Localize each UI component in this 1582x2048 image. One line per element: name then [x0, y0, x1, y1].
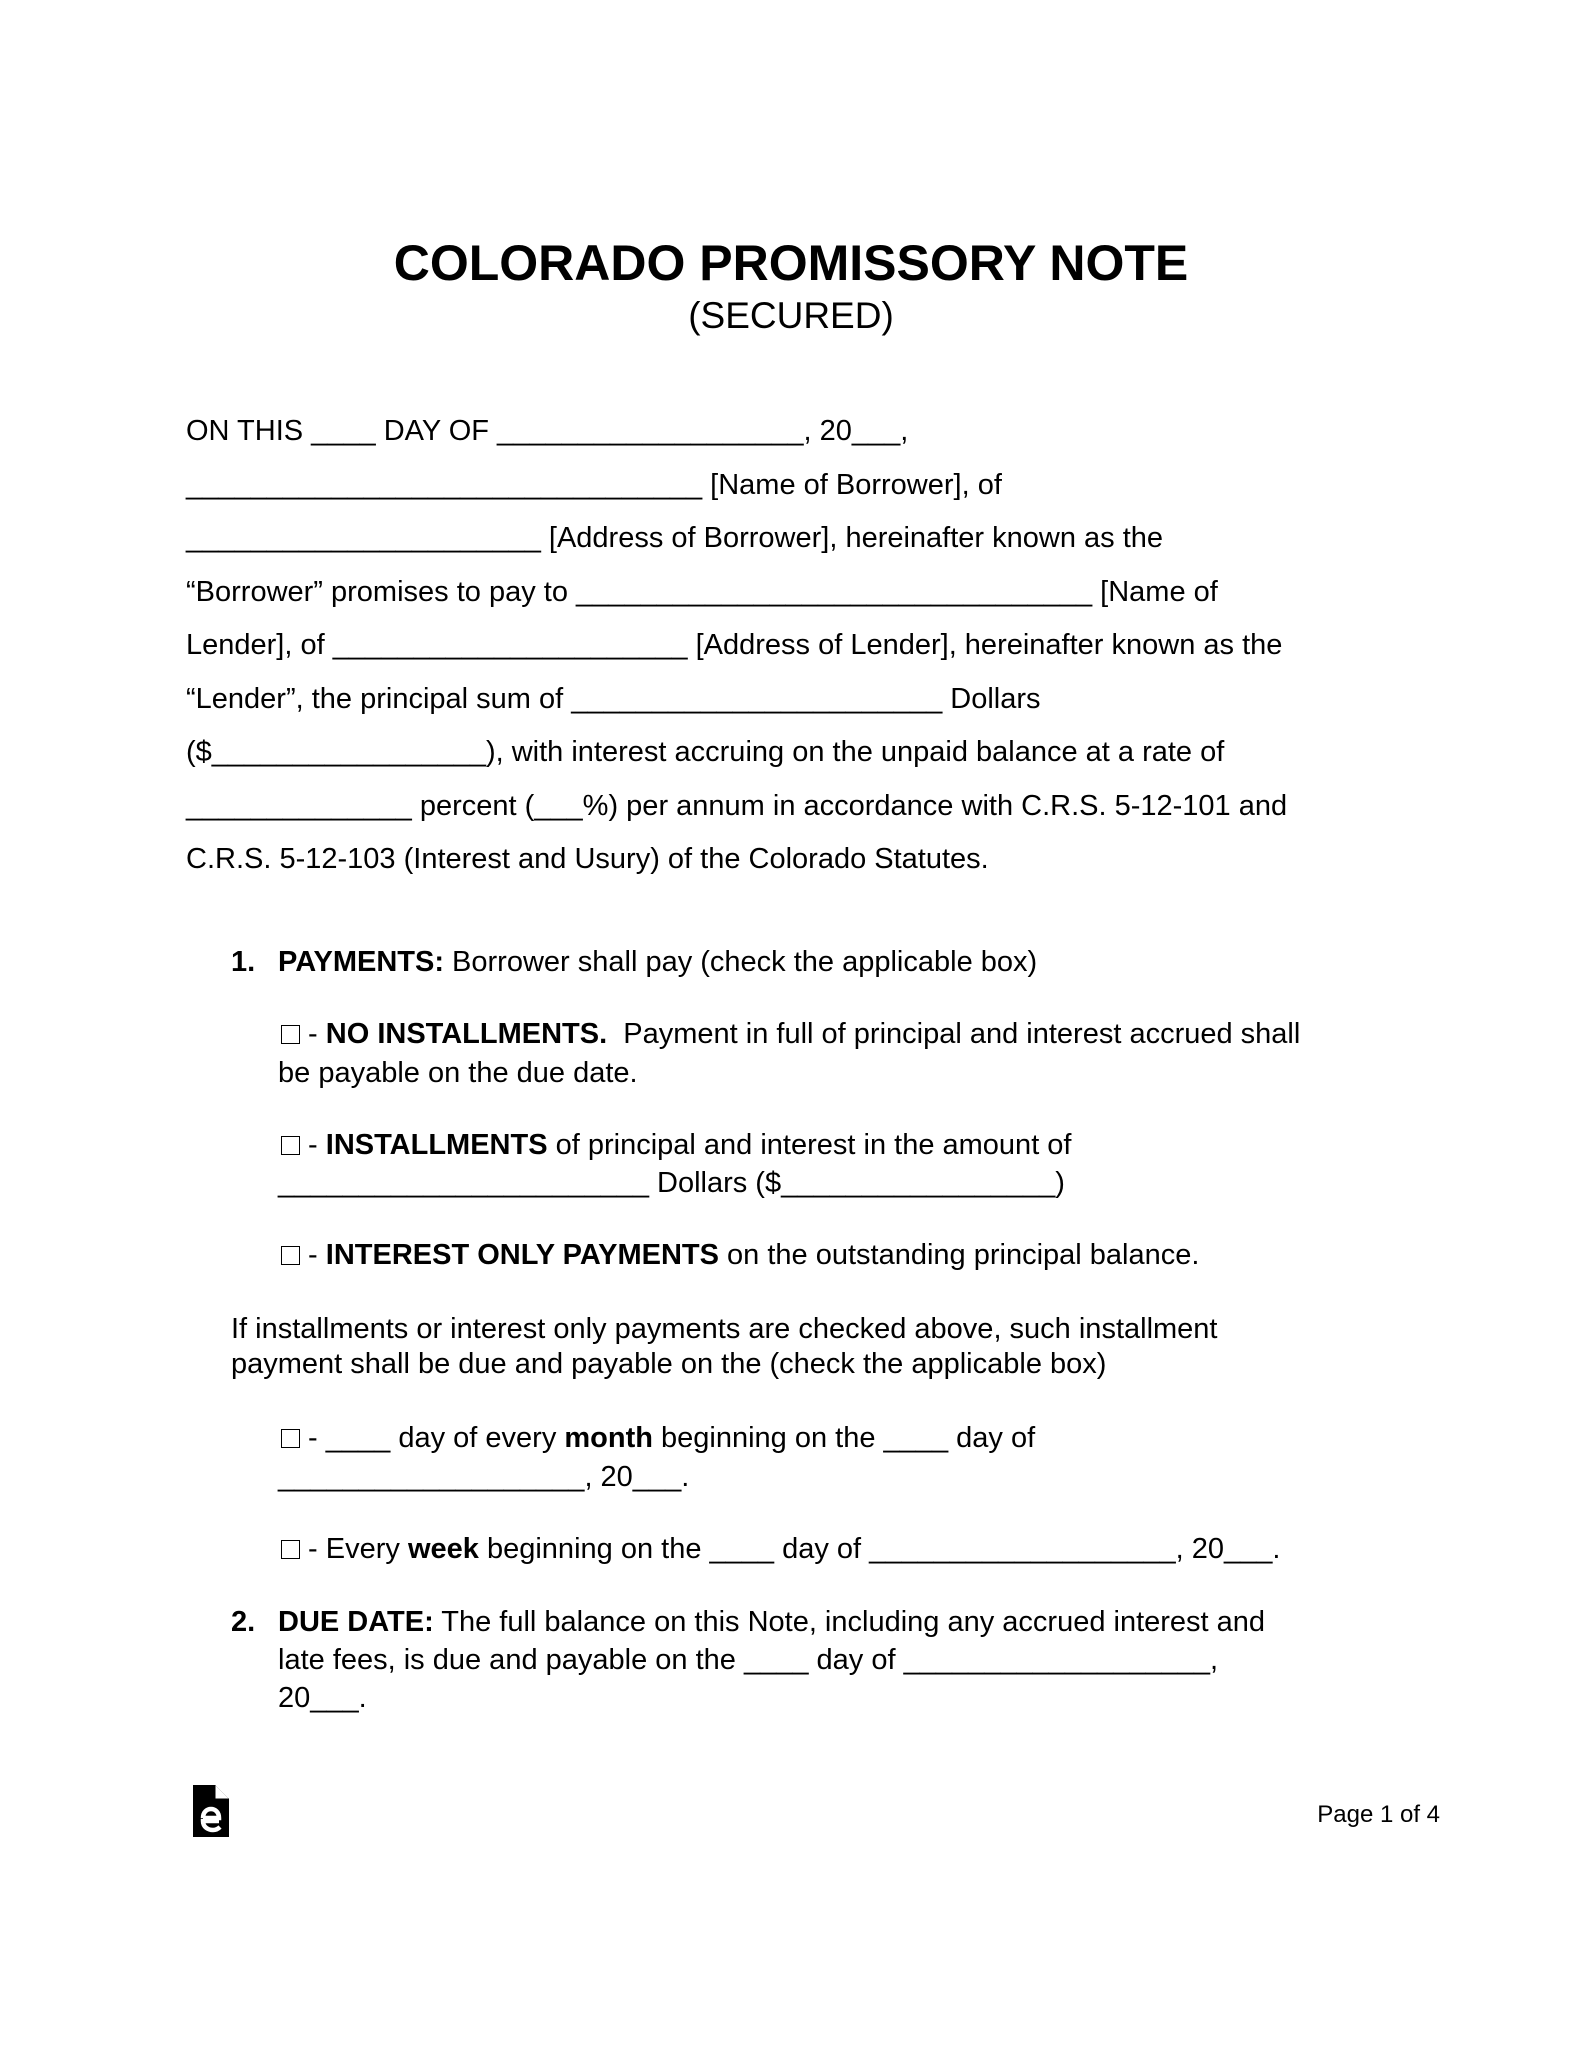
intro-line: ________________________________ [Name of Borrower], of	[186, 468, 1002, 501]
checkbox-installments[interactable]	[281, 1136, 300, 1155]
option-no-installments: - NO INSTALLMENTS. Payment in full of principal and interest accrued shall	[281, 1015, 1300, 1053]
document-subtitle: (SECURED)	[688, 295, 894, 336]
intro-paragraph	[186, 405, 1436, 887]
intro-line: ______________________ [Address of Borrower], hereinafter known as the	[186, 522, 1164, 554]
section-text-line: late fees, is due and payable on the ____ day of ___________________,	[278, 1644, 1219, 1676]
checkbox-no-installments[interactable]	[281, 1025, 300, 1044]
section-text: Borrower shall pay (check the applicable box)	[443, 946, 1038, 978]
section-number: 1.	[231, 946, 256, 978]
schedule-instructions: payment shall be due and payable on the (check the applicable box)	[231, 1348, 1107, 1380]
option-text-line: ___________________, 20___.	[278, 1461, 690, 1493]
intro-line: ______________ percent (___%) per annum in accordance with C.R.S. 5-12-101 and	[186, 789, 1288, 822]
intro-line: ON THIS ____ DAY OF ___________________, 20___,	[186, 415, 909, 447]
checkbox-weekly[interactable]	[281, 1540, 300, 1559]
section-number: 2.	[231, 1606, 256, 1638]
section-payments-heading	[278, 943, 1037, 981]
checkbox-monthly[interactable]	[281, 1429, 300, 1448]
option-text-line: be payable on the due date.	[278, 1057, 638, 1089]
intro-line: ($_________________), with interest accruing on the unpaid balance at a rate of	[186, 736, 1225, 768]
section-heading: PAYMENTS:	[278, 946, 444, 978]
section-due-date-heading	[278, 1603, 1265, 1641]
section-text: The full balance on this Note, including any accrued interest and	[433, 1606, 1266, 1638]
option-text-line: _______________________ Dollars ($_________________)	[278, 1167, 1065, 1199]
option-installments: - INSTALLMENTS of principal and interest in the amount of	[281, 1126, 1072, 1164]
intro-line: C.R.S. 5-12-103 (Interest and Usury) of the Colorado Statutes.	[186, 843, 989, 875]
eforms-logo-icon	[193, 1785, 229, 1837]
intro-line: “Lender”, the principal sum of _______________________ Dollars	[186, 682, 1041, 715]
option-interest-only: - INTEREST ONLY PAYMENTS on the outstanding principal balance.	[281, 1236, 1199, 1274]
page-number: Page 1 of 4	[1317, 1801, 1440, 1828]
section-heading: DUE DATE:	[278, 1606, 434, 1638]
checkbox-interest-only[interactable]	[281, 1246, 300, 1265]
option-monthly: - ____ day of every month beginning on the ____ day of	[281, 1419, 1035, 1457]
section-text-line: 20___.	[278, 1682, 367, 1714]
intro-line: “Borrower” promises to pay to ________________________________ [Name of	[186, 575, 1218, 608]
intro-line: Lender], of ______________________ [Address of Lender], hereinafter known as the	[186, 629, 1283, 661]
schedule-instructions: If installments or interest only payments are checked above, such installment	[231, 1313, 1218, 1345]
option-weekly: - Every week beginning on the ____ day of ___________________, 20___.	[281, 1530, 1280, 1568]
document-title: COLORADO PROMISSORY NOTE	[393, 235, 1189, 291]
